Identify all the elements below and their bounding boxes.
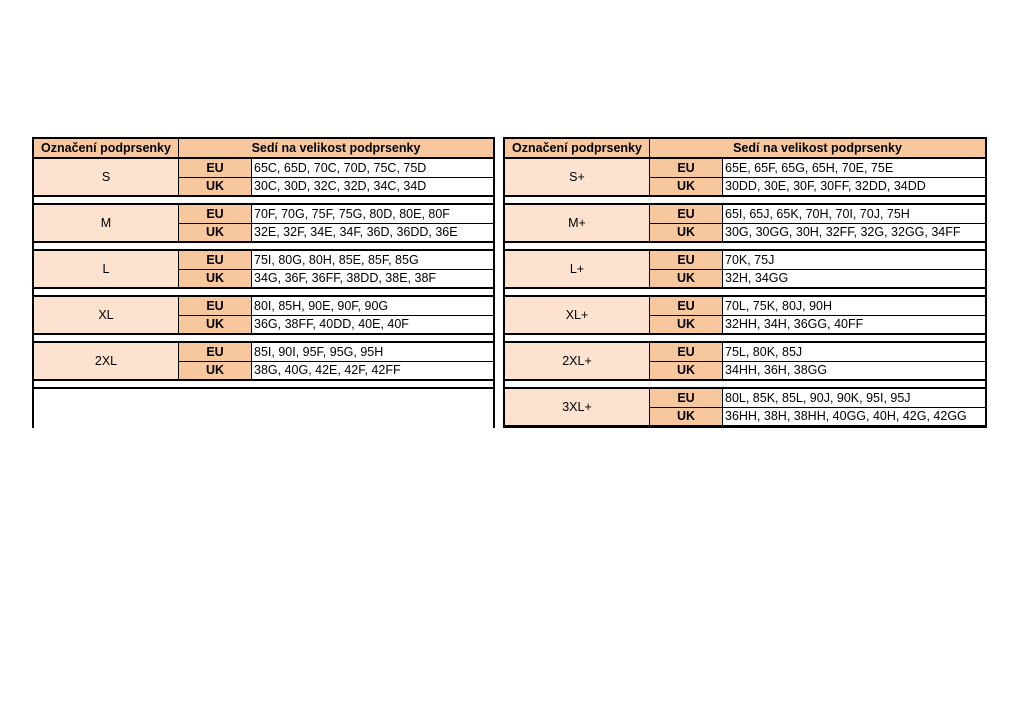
eu-row	[650, 389, 985, 407]
size-table-right	[503, 137, 987, 428]
header-fits-size: Sedí na velikost podprsenky	[733, 141, 902, 155]
size-label: S	[34, 159, 179, 195]
uk-label: UK	[650, 408, 723, 426]
group-gap	[505, 289, 985, 297]
eu-label: EU	[650, 343, 723, 361]
uk-sizes: 32H, 34GG	[723, 270, 985, 288]
group-gap	[34, 289, 493, 297]
uk-label: UK	[179, 362, 252, 380]
size-rows	[650, 251, 985, 287]
eu-sizes: 80L, 85K, 85L, 90J, 90K, 95I, 95J	[723, 389, 985, 407]
group-gap	[505, 243, 985, 251]
size-group	[505, 251, 985, 289]
size-label: S+	[505, 159, 650, 195]
eu-row	[179, 251, 493, 269]
uk-sizes: 30G, 30GG, 30H, 32FF, 32G, 32GG, 34FF	[723, 224, 985, 242]
eu-label: EU	[650, 205, 723, 223]
group-gap	[34, 197, 493, 205]
uk-label: UK	[650, 178, 723, 196]
uk-label: UK	[179, 316, 252, 334]
uk-row	[650, 407, 985, 426]
eu-label: EU	[650, 159, 723, 177]
eu-sizes: 70L, 75K, 80J, 90H	[723, 297, 985, 315]
eu-sizes: 75I, 80G, 80H, 85E, 85F, 85G	[252, 251, 493, 269]
uk-row	[650, 361, 985, 380]
size-group	[505, 343, 985, 381]
size-group	[34, 251, 493, 289]
size-label: L+	[505, 251, 650, 287]
eu-sizes: 65C, 65D, 70C, 70D, 75C, 75D	[252, 159, 493, 177]
size-rows	[650, 343, 985, 379]
uk-row	[650, 315, 985, 334]
eu-row	[179, 297, 493, 315]
size-rows	[179, 251, 493, 287]
size-rows	[179, 159, 493, 195]
uk-label: UK	[179, 270, 252, 288]
eu-row	[650, 205, 985, 223]
table-body-left	[34, 159, 493, 431]
header-designation: Označení podprsenky	[505, 139, 650, 157]
uk-row	[179, 177, 493, 196]
uk-label: UK	[650, 270, 723, 288]
size-label: L	[34, 251, 179, 287]
uk-label: UK	[650, 316, 723, 334]
eu-label: EU	[650, 251, 723, 269]
eu-label: EU	[179, 343, 252, 361]
uk-sizes: 30DD, 30E, 30F, 30FF, 32DD, 34DD	[723, 178, 985, 196]
size-chart	[32, 137, 987, 428]
uk-label: UK	[179, 224, 252, 242]
uk-sizes: 38G, 40G, 42E, 42F, 42FF	[252, 362, 493, 380]
uk-row	[650, 177, 985, 196]
header-fits-size: Sedí na velikost podprsenky	[251, 141, 421, 155]
eu-row	[650, 297, 985, 315]
eu-sizes: 80I, 85H, 90E, 90F, 90G	[252, 297, 493, 315]
eu-sizes: 70F, 70G, 75F, 75G, 80D, 80E, 80F	[252, 205, 493, 223]
eu-sizes: 85I, 90I, 95F, 95G, 95H	[252, 343, 493, 361]
size-rows	[179, 205, 493, 241]
uk-label: UK	[650, 362, 723, 380]
eu-label: EU	[650, 389, 723, 407]
eu-sizes: 65E, 65F, 65G, 65H, 70E, 75E	[723, 159, 985, 177]
size-label: 3XL+	[505, 389, 650, 425]
uk-sizes: 34HH, 36H, 38GG	[723, 362, 985, 380]
table-header	[505, 139, 985, 159]
size-group	[34, 205, 493, 243]
uk-sizes: 30C, 30D, 32C, 32D, 34C, 34D	[252, 178, 493, 196]
eu-sizes: 65I, 65J, 65K, 70H, 70I, 70J, 75H	[723, 205, 985, 223]
uk-label: UK	[650, 224, 723, 242]
size-group	[34, 159, 493, 197]
table-header	[34, 139, 493, 159]
uk-sizes: 36G, 38FF, 40DD, 40E, 40F	[252, 316, 493, 334]
group-gap	[505, 197, 985, 205]
column-separator	[495, 137, 503, 428]
uk-sizes: 32E, 32F, 34E, 34F, 36D, 36DD, 36E	[252, 224, 493, 242]
eu-label: EU	[179, 159, 252, 177]
eu-row	[650, 343, 985, 361]
size-rows	[650, 389, 985, 425]
size-group	[34, 343, 493, 381]
size-group	[505, 205, 985, 243]
uk-row	[179, 269, 493, 288]
size-group	[505, 159, 985, 197]
uk-row	[179, 223, 493, 242]
uk-sizes: 36HH, 38H, 38HH, 40GG, 40H, 42G, 42GG	[723, 408, 985, 426]
eu-row	[179, 205, 493, 223]
uk-sizes: 34G, 36F, 36FF, 38DD, 38E, 38F	[252, 270, 493, 288]
group-gap	[34, 335, 493, 343]
size-group	[505, 297, 985, 335]
size-label: 2XL	[34, 343, 179, 379]
size-label: XL+	[505, 297, 650, 333]
uk-sizes: 32HH, 34H, 36GG, 40FF	[723, 316, 985, 334]
eu-sizes: 70K, 75J	[723, 251, 985, 269]
uk-row	[179, 361, 493, 380]
group-gap	[34, 381, 493, 389]
size-rows	[650, 205, 985, 241]
size-label: M+	[505, 205, 650, 241]
size-rows	[650, 297, 985, 333]
size-label: XL	[34, 297, 179, 333]
table-body-right	[505, 159, 985, 427]
eu-label: EU	[179, 297, 252, 315]
size-group	[505, 389, 985, 427]
group-gap	[505, 335, 985, 343]
size-label: M	[34, 205, 179, 241]
group-gap	[34, 243, 493, 251]
eu-row	[179, 159, 493, 177]
size-rows	[650, 159, 985, 195]
size-label: 2XL+	[505, 343, 650, 379]
uk-row	[179, 315, 493, 334]
size-table-left	[32, 137, 495, 428]
header-designation: Označení podprsenky	[34, 139, 179, 157]
eu-label: EU	[650, 297, 723, 315]
size-rows	[179, 343, 493, 379]
eu-row	[650, 159, 985, 177]
group-gap	[505, 381, 985, 389]
uk-row	[650, 269, 985, 288]
eu-sizes: 75L, 80K, 85J	[723, 343, 985, 361]
eu-row	[650, 251, 985, 269]
uk-label: UK	[179, 178, 252, 196]
eu-row	[179, 343, 493, 361]
empty-cell	[34, 389, 493, 431]
size-rows	[179, 297, 493, 333]
size-group	[34, 297, 493, 335]
eu-label: EU	[179, 205, 252, 223]
uk-row	[650, 223, 985, 242]
eu-label: EU	[179, 251, 252, 269]
